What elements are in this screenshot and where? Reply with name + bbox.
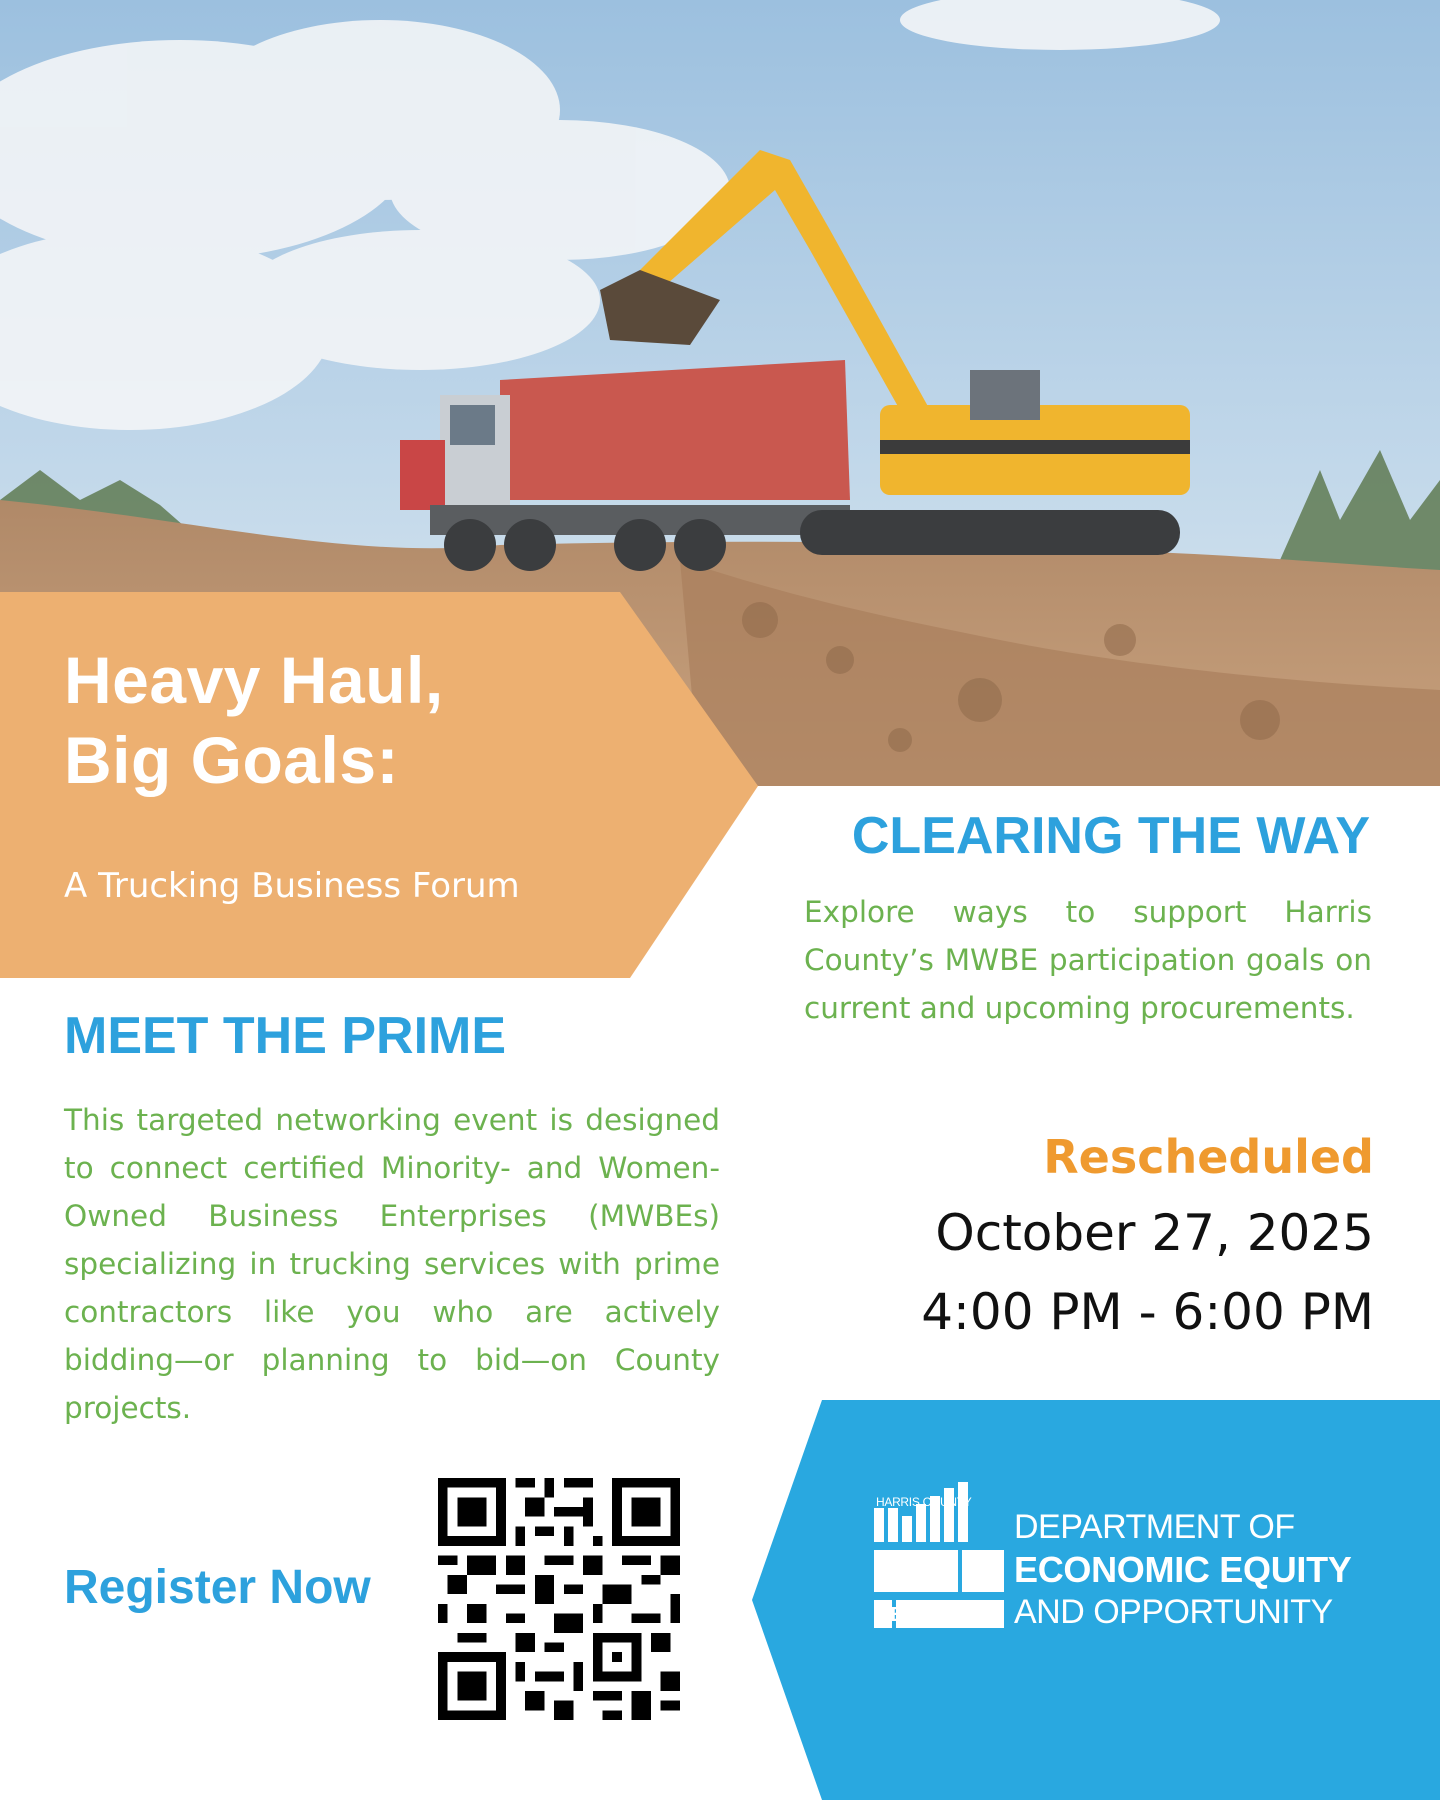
event-title (64, 640, 444, 800)
meet-heading: MEET THE PRIME (64, 1007, 507, 1065)
status-rescheduled: Rescheduled (1043, 1130, 1374, 1184)
clearing-body: Explore ways to support Harris County’s MWBE participation goals on current and upcoming procurements. (804, 895, 1372, 1025)
event-title-line2: Big Goals: (64, 723, 400, 797)
logo-line-department: DEPARTMENT OF (1014, 1508, 1295, 1546)
event-time: 4:00 PM - 6:00 PM (921, 1283, 1374, 1341)
event-subtitle: A Trucking Business Forum (64, 866, 520, 906)
qr-code-icon[interactable] (438, 1478, 680, 1720)
clearing-heading: CLEARING THE WAY (851, 807, 1370, 865)
logo-line-opportunity: AND OPPORTUNITY (1014, 1593, 1333, 1631)
register-now-link[interactable]: Register Now (64, 1561, 371, 1614)
logo-acronym: DEEO (876, 1604, 933, 1626)
event-title-line1: Heavy Haul, (64, 643, 444, 717)
event-date: October 27, 2025 (935, 1204, 1374, 1262)
logo-county-label: HARRIS COUNTY (876, 1495, 972, 1509)
logo-line-economic-equity: ECONOMIC EQUITY (1014, 1549, 1352, 1590)
meet-body: This targeted networking event is designed to connect certified Minority- and Women-Owned Business Enterprises (MWBEs) specializing in trucking services with prime contractors like you who are actively bidding—or planning to bid—on County projects. (64, 1103, 720, 1425)
